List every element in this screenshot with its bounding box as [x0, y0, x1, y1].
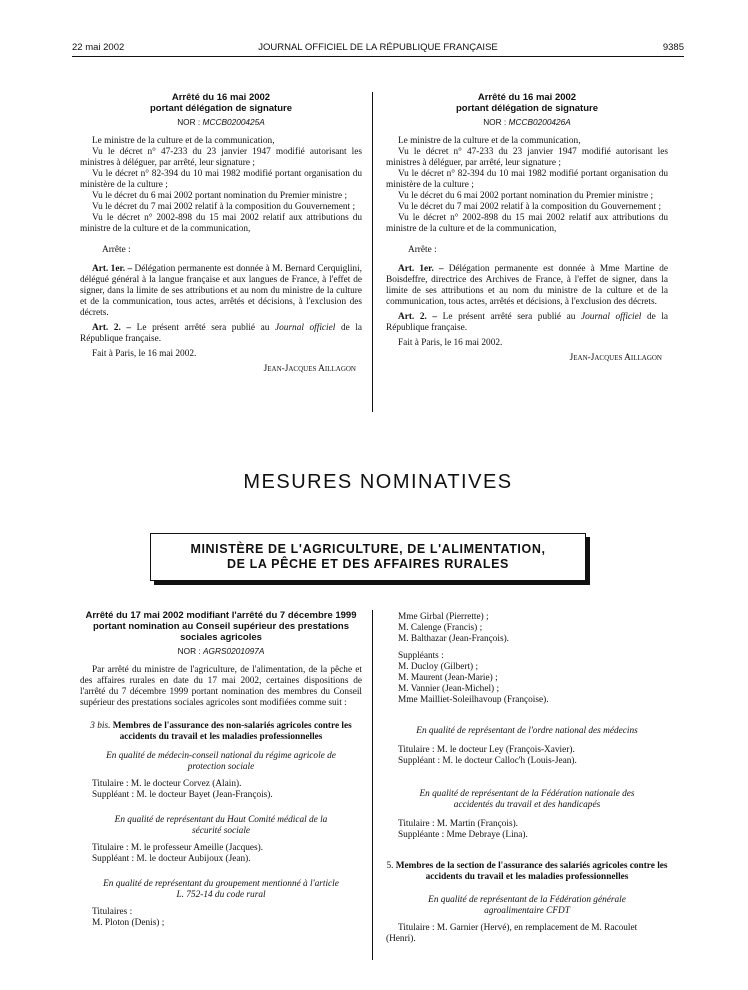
- section-title-text: Membres de la section de l'assurance des salariés agricoles contre les accidents du travail et les maladies professionnelles: [393, 861, 668, 882]
- page-number: 9385: [662, 42, 684, 53]
- nor-label: NOR :: [177, 117, 203, 127]
- ministry-line: DE LA PÊCHE ET DES AFFAIRES RURALES: [227, 557, 509, 571]
- section-number: 3 bis.: [90, 721, 111, 731]
- member-line: Titulaires :: [92, 907, 133, 917]
- article-label: Art. 1er. –: [398, 264, 444, 274]
- visa-line: Vu le décret du 6 mai 2002 portant nomination du Premier ministre ;: [398, 191, 654, 201]
- section-title-text: Membres de l'assurance des non-salariés agricoles contre les accidents du travail et les maladies professionnelles: [110, 721, 352, 742]
- article-2: [386, 312, 668, 334]
- ministry-box: [150, 533, 586, 581]
- article-1: [386, 264, 668, 308]
- signature: Jean-Jacques Aillagon: [569, 353, 662, 363]
- article-text: Délégation permanente est donnée à Mme Martine de Boisdeffre, directrice des Archives de France, à l'effet de signer, dans la limite de ses attributions et au nom du ministre de la culture et de la communication, tous actes, arrêtés et décisions, à l'exclusion des décrets.: [386, 264, 668, 307]
- visa-line: Vu le décret du 6 mai 2002 portant nomination du Premier ministre ;: [92, 191, 348, 201]
- column-divider: [372, 92, 373, 412]
- issue-date: 22 mai 2002: [72, 42, 125, 53]
- article-text: Le présent arrêté sera publié au: [131, 323, 276, 333]
- place-date: Fait à Paris, le 16 mai 2002.: [92, 349, 197, 359]
- member-line: M. Balthazar (Jean-François).: [398, 634, 510, 644]
- ministry-line: MINISTÈRE DE L'AGRICULTURE, DE L'ALIMENTATION,: [190, 542, 546, 556]
- member-line: Suppléant : M. le docteur Bayet (Jean-François).: [92, 790, 273, 800]
- visa-line: Vu le décret n° 2002-898 du 15 mai 2002 relatif aux attributions du ministre de la culture et de la communication,: [386, 213, 668, 234]
- member-list: [80, 843, 362, 865]
- visa-line: Vu le décret n° 82-394 du 10 mai 1982 modifié portant organisation du ministère de la culture ;: [386, 169, 668, 190]
- article-1: [80, 264, 362, 319]
- article-label: Art. 2. –: [398, 312, 438, 322]
- decree-title-line: Arrêté du 16 mai 2002: [477, 92, 577, 103]
- article-text: de la République française.: [386, 312, 669, 333]
- agri-left-column: [80, 610, 362, 929]
- member-list: [386, 612, 668, 645]
- member-line: Suppléante : Mme Debraye (Lina).: [398, 830, 528, 840]
- member-list: [386, 745, 668, 767]
- agri-right-column: [386, 612, 668, 945]
- member-line: M. Ducloy (Gilbert) ;: [398, 662, 479, 672]
- member-line: Titulaire : M. Martin (François).: [398, 819, 518, 829]
- nor-label: NOR :: [177, 646, 203, 656]
- member-list: [80, 779, 362, 801]
- visa-line: Vu le décret n° 82-394 du 10 mai 1982 modifié portant organisation du ministère de la culture ;: [80, 169, 362, 190]
- header-rule: [72, 56, 684, 57]
- member-line: M. Maurent (Jean-Marie) ;: [398, 673, 498, 683]
- nor-reference: [80, 117, 362, 128]
- nor-code: MCCB0200426A: [508, 117, 571, 127]
- visas: [386, 136, 668, 235]
- decree-title-line: Arrêté du 16 mai 2002: [171, 92, 271, 103]
- member-list: [386, 923, 668, 945]
- decree-title: [80, 92, 362, 114]
- signature: Jean-Jacques Aillagon: [263, 364, 356, 374]
- group-heading: En qualité de représentant de l'ordre national des médecins: [416, 726, 638, 736]
- visas: [80, 136, 362, 235]
- nor-code: AGRS0201097A: [203, 646, 265, 656]
- group-heading: En qualité de représentant du groupement mentionné à l'article L. 752-14 du code rural: [103, 879, 339, 900]
- visa-line: Le ministre de la culture et de la communication,: [398, 136, 581, 146]
- section-3bis-title: [80, 721, 362, 743]
- member-line: M. Ploton (Denis) ;: [92, 918, 165, 928]
- article-text: Le présent arrêté sera publié au: [437, 312, 582, 322]
- section-5-title: [386, 861, 668, 883]
- article-italic: Journal officiel: [275, 323, 336, 333]
- visa-line: Vu le décret du 7 mai 2002 relatif à la composition du Gouvernement ;: [92, 202, 356, 212]
- arrete-label: Arrête :: [408, 245, 437, 255]
- visa-line: Vu le décret n° 47-233 du 23 janvier 1947 modifié autorisant les ministres à déléguer, par arrêté, leur signature ;: [80, 147, 362, 168]
- article-label: Art. 2. –: [92, 323, 132, 333]
- article-italic: Journal officiel: [581, 312, 642, 322]
- member-line: Mme Mailliet-Soleilhavoup (Françoise).: [398, 695, 549, 705]
- nor-label: NOR :: [483, 117, 509, 127]
- member-line: Titulaire : M. le professeur Ameille (Jacques).: [92, 843, 264, 853]
- left-decree: [80, 92, 362, 375]
- group-heading: En qualité de représentant de la Fédération générale agroalimentaire CFDT: [428, 895, 626, 916]
- member-list: [80, 907, 362, 929]
- arrete-label: Arrête :: [102, 245, 131, 255]
- nor-code: MCCB0200425A: [202, 117, 265, 127]
- article-text: de la République française.: [80, 323, 363, 344]
- right-decree: [386, 92, 668, 364]
- group-heading: En qualité de représentant de la Fédération nationale des accidentés du travail et des handicapés: [419, 789, 635, 810]
- member-line: Suppléant : M. le docteur Aubijoux (Jean).: [92, 854, 251, 864]
- visa-line: Vu le décret n° 2002-898 du 15 mai 2002 relatif aux attributions du ministre de la culture et de la communication,: [80, 213, 362, 234]
- article-label: Art. 1er. –: [92, 264, 133, 274]
- nor-reference: [386, 117, 668, 128]
- place-date: Fait à Paris, le 16 mai 2002.: [398, 338, 503, 348]
- visa-line: Vu le décret n° 47-233 du 23 janvier 1947 modifié autorisant les ministres à déléguer, par arrêté, leur signature ;: [386, 147, 668, 168]
- member-line: Mme Girbal (Pierrette) ;: [398, 612, 489, 622]
- group-heading: En qualité de médecin-conseil national du régime agricole de protection sociale: [106, 751, 336, 772]
- agri-intro: Par arrêté du ministre de l'agriculture, de l'alimentation, de la pêche et des affaires rurales en date du 17 mai 2002, certaines dispositions de l'arrêté du 7 décembre 1999 portant nomination des membres du Conseil supérieur des prestations sociales agricoles sont modifiées comme suit :: [80, 665, 362, 708]
- member-line: M. Vannier (Jean-Michel) ;: [398, 684, 500, 694]
- visa-line: Le ministre de la culture et de la communication,: [92, 136, 275, 146]
- nor-reference: [80, 646, 362, 657]
- agri-decree-title: Arrêté du 17 mai 2002 modifiant l'arrêté du 7 décembre 1999 portant nomination au Conseil supérieur des prestations sociales agricoles: [85, 610, 357, 643]
- member-line: M. Calenge (Francis) ;: [398, 623, 483, 633]
- section-heading: MESURES NOMINATIVES: [243, 471, 513, 493]
- decree-title-line: portant délégation de signature: [456, 103, 598, 114]
- page-header: [72, 42, 684, 54]
- member-line: Suppléants :: [398, 651, 444, 661]
- column-divider: [372, 610, 373, 960]
- article-text: Délégation permanente est donnée à M. Bernard Cerquiglini, délégué général à la langue française et aux langues de France, à l'effet de signer, dans la limite de ses attributions et au nom du ministre de la culture et de la communication, tous actes, arrêtés et décisions, à l'exclusion des décrets.: [80, 264, 362, 318]
- decree-title: [386, 92, 668, 114]
- decree-title-line: portant délégation de signature: [150, 103, 292, 114]
- member-list: [386, 819, 668, 841]
- member-line: Titulaire : M. Garnier (Hervé), en remplacement de M. Racoulet (Henri).: [386, 923, 638, 944]
- member-list: [386, 651, 668, 706]
- section-number: 5.: [386, 861, 394, 871]
- article-2: [80, 323, 362, 345]
- member-line: Titulaire : M. le docteur Ley (François-Xavier).: [398, 745, 575, 755]
- member-line: Suppléant : M. le docteur Calloc'h (Louis-Jean).: [398, 756, 577, 766]
- member-line: Titulaire : M. le docteur Corvez (Alain).: [92, 779, 242, 789]
- journal-title: JOURNAL OFFICIEL DE LA RÉPUBLIQUE FRANÇAISE: [258, 42, 498, 53]
- group-heading: En qualité de représentant du Haut Comité médical de la sécurité sociale: [114, 815, 328, 836]
- visa-line: Vu le décret du 7 mai 2002 relatif à la composition du Gouvernement ;: [398, 202, 662, 212]
